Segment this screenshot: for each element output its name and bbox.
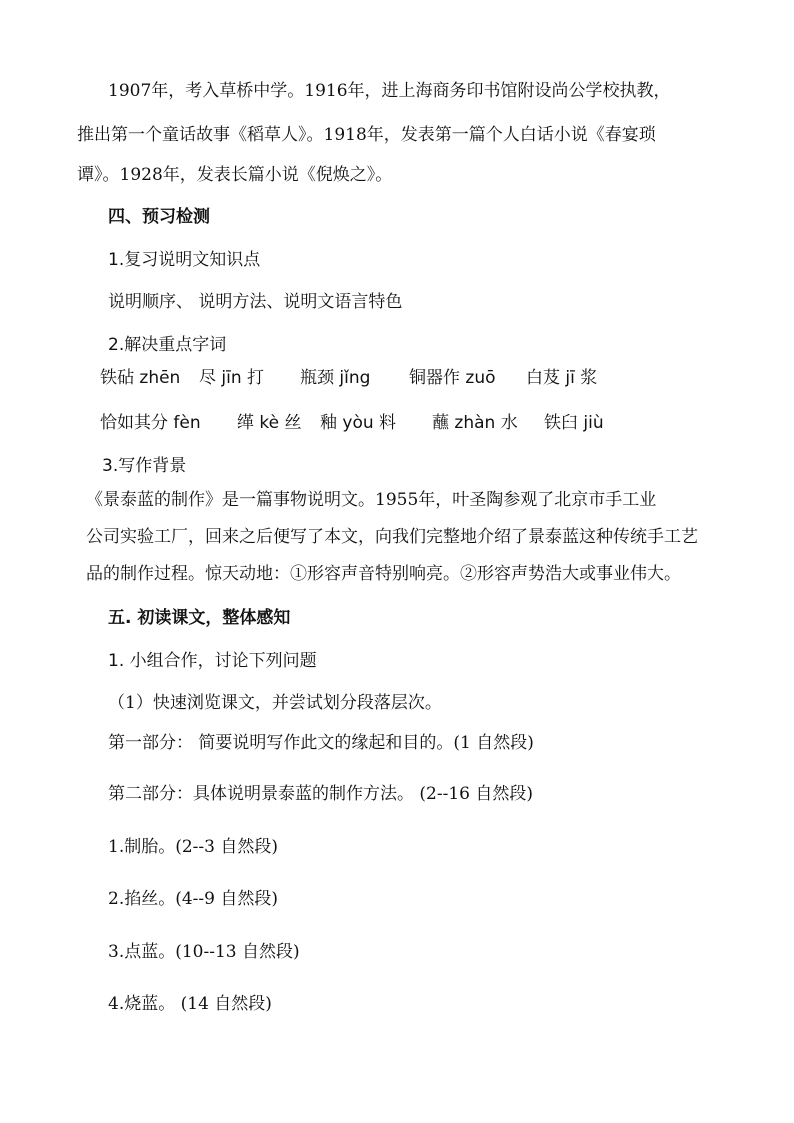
step-2: 2.掐丝。(4--9 自然段) [108, 889, 279, 909]
part-2: 第二部分：具体说明景泰蓝的制作方法。 (2--16 自然段) [108, 784, 534, 804]
word-item: 缂 kè 丝 [237, 413, 302, 433]
step-4: 4.烧蓝。 (14 自然段) [108, 994, 272, 1014]
item-3-title: 3.写作背景 [102, 456, 187, 476]
item-1-title: 1.复习说明文知识点 [108, 250, 261, 270]
word-item: 白芨 jī 浆 [526, 368, 598, 388]
bio-line-3: 谭》。1928年，发表长篇小说《倪焕之》。 [77, 165, 393, 185]
word-item: 瓶颈 jǐng [300, 368, 371, 388]
word-item: 蘸 zhàn 水 [432, 413, 518, 433]
word-item: 尽 jīn 打 [199, 368, 265, 388]
word-item: 恰如其分 fèn [100, 413, 201, 433]
bio-line-2: 推出第一个童话故事《稻草人》。1918年，发表第一篇个人白话小说《春宴琐 [77, 125, 656, 145]
question-1: （1）快速浏览课文，并尝试划分段落层次。 [108, 693, 442, 713]
background-line-2: 公司实验工厂，回来之后便写了本文，向我们完整地介绍了景泰蓝这种传统手工艺 [86, 527, 698, 547]
step-1: 1.制胎。(2--3 自然段) [108, 837, 279, 857]
section-5-heading: 五. 初读课文，整体感知 [108, 608, 291, 628]
section-4-heading: 四、预习检测 [108, 207, 210, 227]
word-item: 釉 yòu 料 [320, 413, 397, 433]
word-item: 铁臼 jiù [544, 413, 604, 433]
item-1-body: 说明顺序、 说明方法、说明文语言特色 [108, 292, 403, 312]
word-item: 铁砧 zhēn [100, 368, 181, 388]
bio-line-1: 1907年，考入草桥中学。1916年，进上海商务印书馆附设尚公学校执教， [108, 81, 671, 101]
part-1: 第一部分： 简要说明写作此文的缘起和目的。(1 自然段) [108, 733, 534, 753]
word-item: 铜器作 zuō [409, 368, 496, 388]
task-line: 1. 小组合作，讨论下列问题 [108, 651, 317, 671]
item-2-title: 2.解决重点字词 [108, 335, 227, 355]
background-line-1: 《景泰蓝的制作》是一篇事物说明文。1955年，叶圣陶参观了北京市手工业 [86, 490, 657, 510]
background-line-3: 品的制作过程。惊天动地：①形容声音特别响亮。②形容声势浩大或事业伟大。 [86, 564, 681, 584]
step-3: 3.点蓝。(10--13 自然段) [108, 942, 300, 962]
